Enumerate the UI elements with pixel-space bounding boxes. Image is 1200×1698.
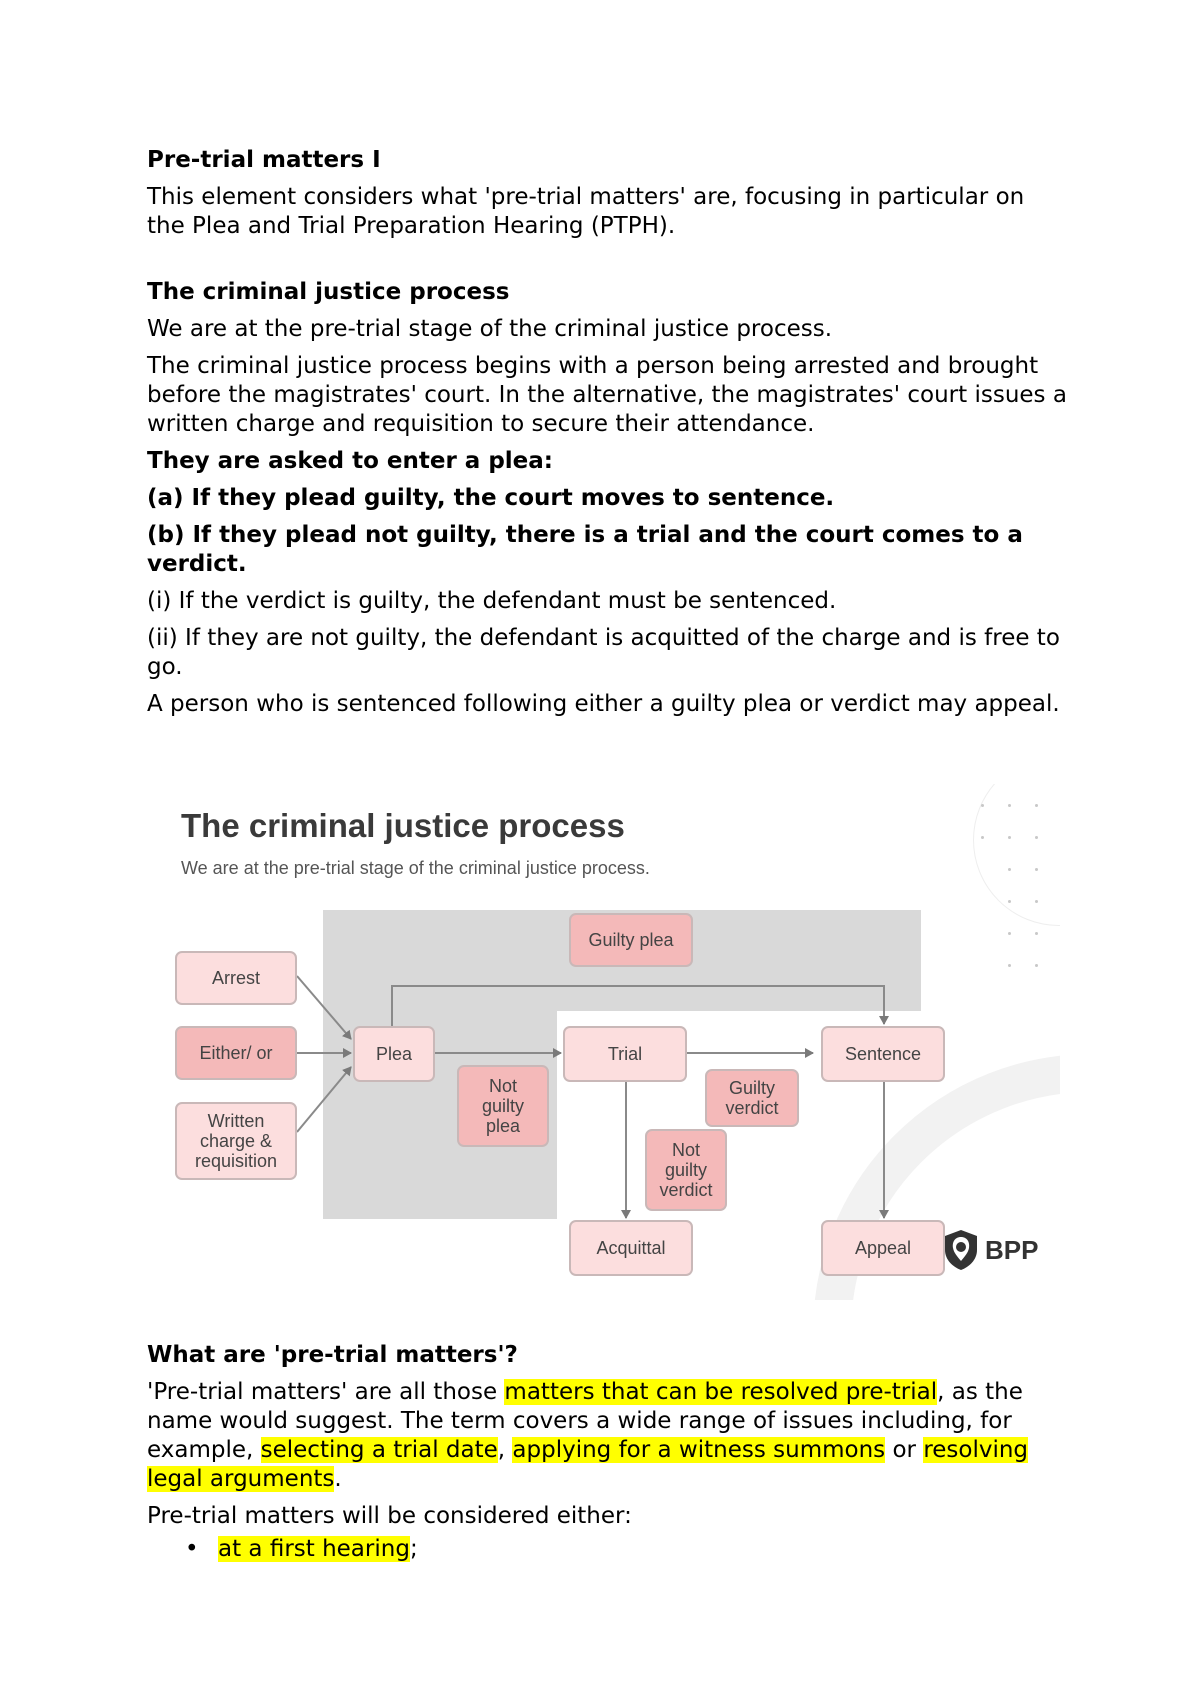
criminal-justice-process-diagram	[173, 784, 1060, 1300]
paragraph-plead-not-guilty: (b) If they plead not guilty, there is a trial and the court comes to a verdict.	[147, 522, 1023, 577]
paragraph-plead-guilty: (a) If they plead guilty, the court moves to sentence.	[147, 485, 835, 511]
text-run: 'Pre-trial matters' are all those	[147, 1379, 505, 1405]
highlight-first-hearing: at a first hearing	[218, 1536, 410, 1562]
arrow-plea-to-sentence	[392, 986, 884, 1026]
node-guilty-verdict: Guilty verdict	[705, 1069, 799, 1127]
node-either-or: Either/ or	[175, 1026, 297, 1080]
text-run: ,	[497, 1437, 513, 1463]
paragraph-verdict-guilty: (i) If the verdict is guilty, the defendant must be sentenced.	[147, 588, 837, 614]
text-run: or	[885, 1437, 924, 1463]
arrow-arrest-to-plea	[297, 976, 351, 1039]
diagram-subtitle: We are at the pre-trial stage of the criminal justice process.	[181, 858, 650, 878]
text-run: ;	[409, 1536, 418, 1562]
heading-what-are-pre-trial-matters: What are 'pre-trial matters'?	[147, 1342, 518, 1368]
node-not-guilty-verdict: Not guilty verdict	[645, 1129, 727, 1211]
text-run: , as the name would suggest. The term covers a wide range of issues including, for example,	[147, 1379, 1023, 1463]
node-guilty-plea: Guilty plea	[569, 913, 693, 967]
highlight-legal-arguments: resolving legal arguments	[147, 1437, 1029, 1492]
highlight-trial-date: selecting a trial date	[260, 1437, 498, 1463]
document-body-bottom	[147, 1341, 1067, 1564]
node-arrest: Arrest	[175, 951, 297, 1005]
text-run: .	[334, 1466, 342, 1492]
lion-shield-icon	[941, 1228, 981, 1272]
bpp-logo	[941, 1228, 1038, 1272]
paragraph-not-guilty: (ii) If they are not guilty, the defendant is acquitted of the charge and is free to go.	[147, 625, 1060, 680]
highlight-resolved-pre-trial: matters that can be resolved pre-trial	[504, 1379, 938, 1405]
document-body-top	[147, 146, 1067, 727]
arrow-written-to-plea	[297, 1067, 351, 1132]
node-plea: Plea	[353, 1026, 435, 1082]
node-written-charge-requisition: Written charge & requisition	[175, 1102, 297, 1180]
heading-pre-trial-matters: Pre-trial matters I	[147, 147, 381, 173]
bullet-dot: •	[185, 1536, 199, 1562]
paragraph-enter-plea: They are asked to enter a plea:	[147, 448, 554, 474]
node-appeal: Appeal	[821, 1220, 945, 1276]
heading-criminal-justice-process: The criminal justice process	[147, 279, 510, 305]
node-sentence: Sentence	[821, 1026, 945, 1082]
paragraph-pre-trial-stage: We are at the pre-trial stage of the criminal justice process.	[147, 316, 833, 342]
highlight-witness-summons: applying for a witness summons	[512, 1437, 886, 1463]
diagram-title: The criminal justice process	[181, 807, 625, 844]
paragraph-appeal: A person who is sentenced following either a guilty plea or verdict may appeal.	[147, 691, 1060, 717]
intro-paragraph: This element considers what 'pre-trial matters' are, focusing in particular on the Plea and Trial Preparation Hearing (PTPH).	[147, 184, 1025, 239]
logo-text: BPP	[985, 1234, 1039, 1265]
node-not-guilty-plea: Not guilty plea	[457, 1065, 549, 1147]
node-trial: Trial	[563, 1026, 687, 1082]
paragraph-pre-trial-matters-definition	[147, 1378, 1067, 1494]
node-acquittal: Acquittal	[569, 1220, 693, 1276]
bullet-list	[147, 1535, 1067, 1564]
paragraph-process-begins: The criminal justice process begins with a person being arrested and brought before the magistrates' court. In the alternative, the magistrates' court issues a written charge and requisition to secure their attendance.	[147, 353, 1067, 437]
paragraph-considered-either: Pre-trial matters will be considered either:	[147, 1503, 632, 1529]
list-item	[147, 1535, 1067, 1564]
